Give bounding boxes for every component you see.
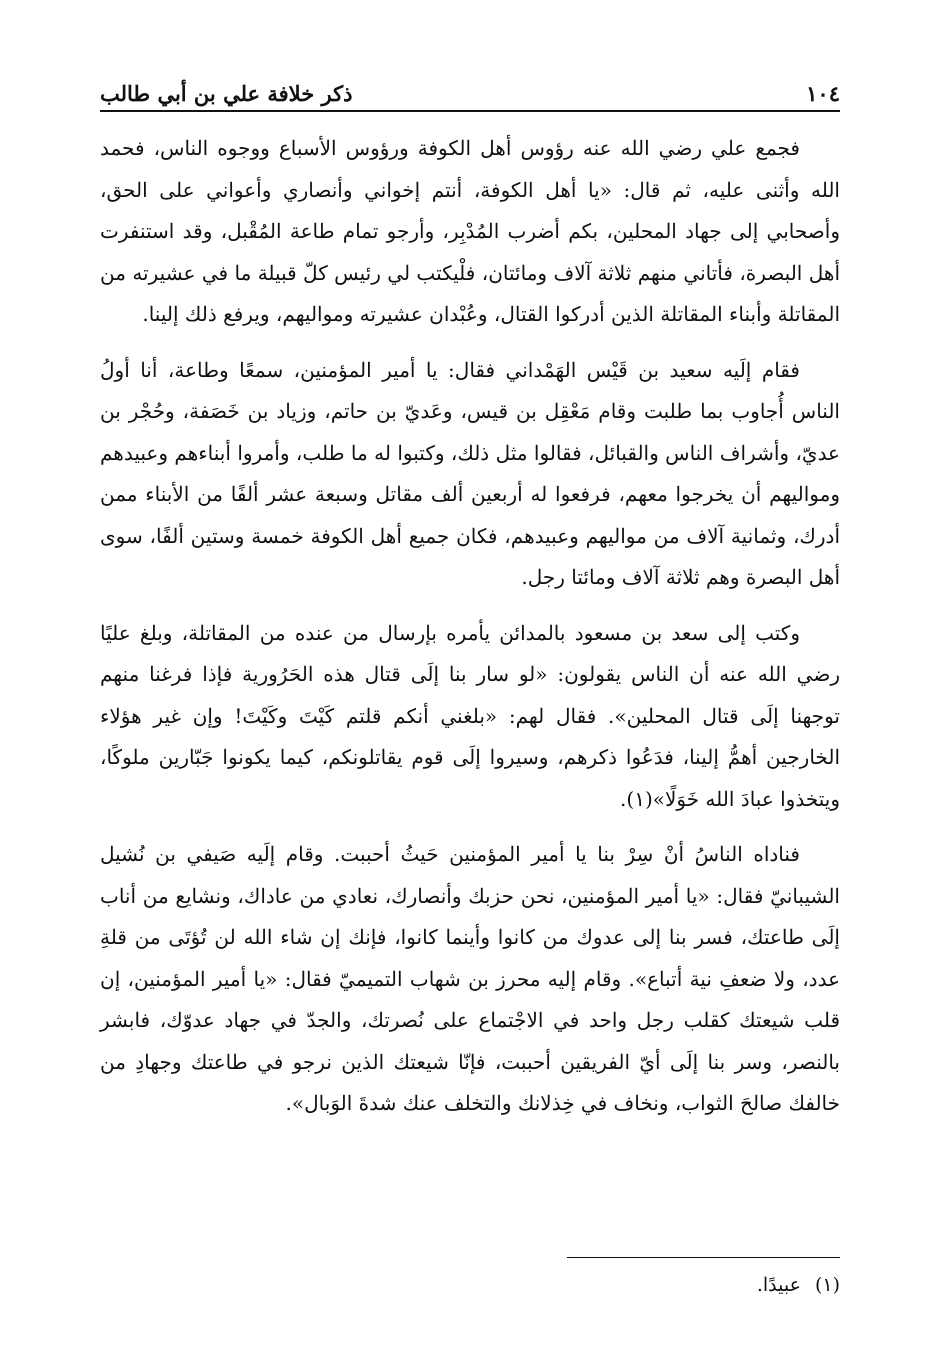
footnote-text: عبيدًا. [756,1274,801,1296]
paragraph: فجمع علي رضي الله عنه رؤوس أهل الكوفة ورؤوس الأسباع ووجوه الناس، فحمد الله وأثنى عليه، ثم قال: «يا أهل الكوفة، أنتم إخواني وأنصاري وأعواني على الحق، وأصحابي إلى جهاد المحلين، بكم أضرب المُدْبِر، وأرجو تمام طاعة المُقْبل، وقد استنفرت أهل البصرة، فأتاني منهم ثلاثة آلاف ومائتان، فلْيكتب لي رئيس كلّ قبيلة ما في عشيرته من المقاتلة وأبناء المقاتلة الذين أدركوا القتال، وعُبْدان عشيرته ومواليهم، ويرفع ذلك إلينا. [100,136,840,326]
paragraph: فقام إلَيه سعيد بن قَيْس الهَمْداني فقال: يا أمير المؤمنين، سمعًا وطاعة، أنا أولُ الناس أُجاوب بما طلبت وقام مَعْقِل بن قيس، وعَديّ بن حاتم، وزياد بن خَصَفة، وحُجْر بن عديّ، وأشراف الناس والقبائل، فقالوا مثل ذلك، وكتبوا له ما طلب، وأمروا أبناءهم وعبيدهم ومواليهم أن يخرجوا معهم، فرفعوا له أربعين ألف مقاتل وسبعة عشر ألفًا من الأبناء ممن أدرك، وثمانية آلاف من مواليهم وعبيدهم، فكان جميع أهل الكوفة خمسة وستين ألفًا، سوى أهل البصرة وهم ثلاثة آلاف ومائتا رجل. [100,357,840,589]
footnote-number: (١) [814,1274,840,1296]
main-text [100,128,840,1139]
running-title: ذكر خلافة علي بن أبي طالب [100,81,353,106]
running-header [100,66,840,106]
page-number: ١٠٤ [806,81,840,106]
header-rule [100,110,840,112]
paragraph: فناداه الناسُ أنْ سِرْ بنا يا أمير المؤمنين حَيثُ أحببت. وقام إلَيه صَيفي بن نُشيل الشيبانيّ فقال: «يا أمير المؤمنين، نحن حزبك وأنصارك، نعادي من عاداك، ونشايع من أناب إلَى طاعتك، فسر بنا إلى عدوك من كانوا وأينما كانوا، فإنك إن شاء الله لن تُؤتَى من قلةِ عدد، ولا ضعفِ نية أتباع». وقام إليه محرز بن شهاب التميميّ فقال: «يا أمير المؤمنين، إن قلب شيعتك كقلب رجل واحد في الاجْتماع على نُصرتك، والجدّ في جهاد عدوّك، فابشر بالنصر، وسر بنا إلَى أيّ الفريقين أحببت، فإنّا شيعتك الذين نرجو في طاعتك وجهادِ من خالفك صالحَ الثواب، ونخاف في خِذلانك والتخلف عنك شدةَ الوَبال». [100,842,840,1115]
paragraph: وكتب إلى سعد بن مسعود بالمدائن يأمره بإرسال من عنده من المقاتلة، وبلغ عليًا رضي الله عنه أن الناس يقولون: «لو سار بنا إلَى قتال هذه الحَرُورية فإذا فرغنا منهم توجهنا إلَى قتال المحلين». فقال لهم: «بلغني أنكم قلتم كَيْتَ وكَيْتَ! وإن غير هؤلاء الخارجين أهمُّ إلينا، فدَعُوا ذكرهم، وسيروا إلَى قوم يقاتلونكم، كيما يكونوا جَبّارين ملوكًا، ويتخذوا عبادَ الله خَوَلًا»(١). [100,620,840,811]
footnote-separator [567,1257,840,1258]
footnote [757,1272,840,1298]
